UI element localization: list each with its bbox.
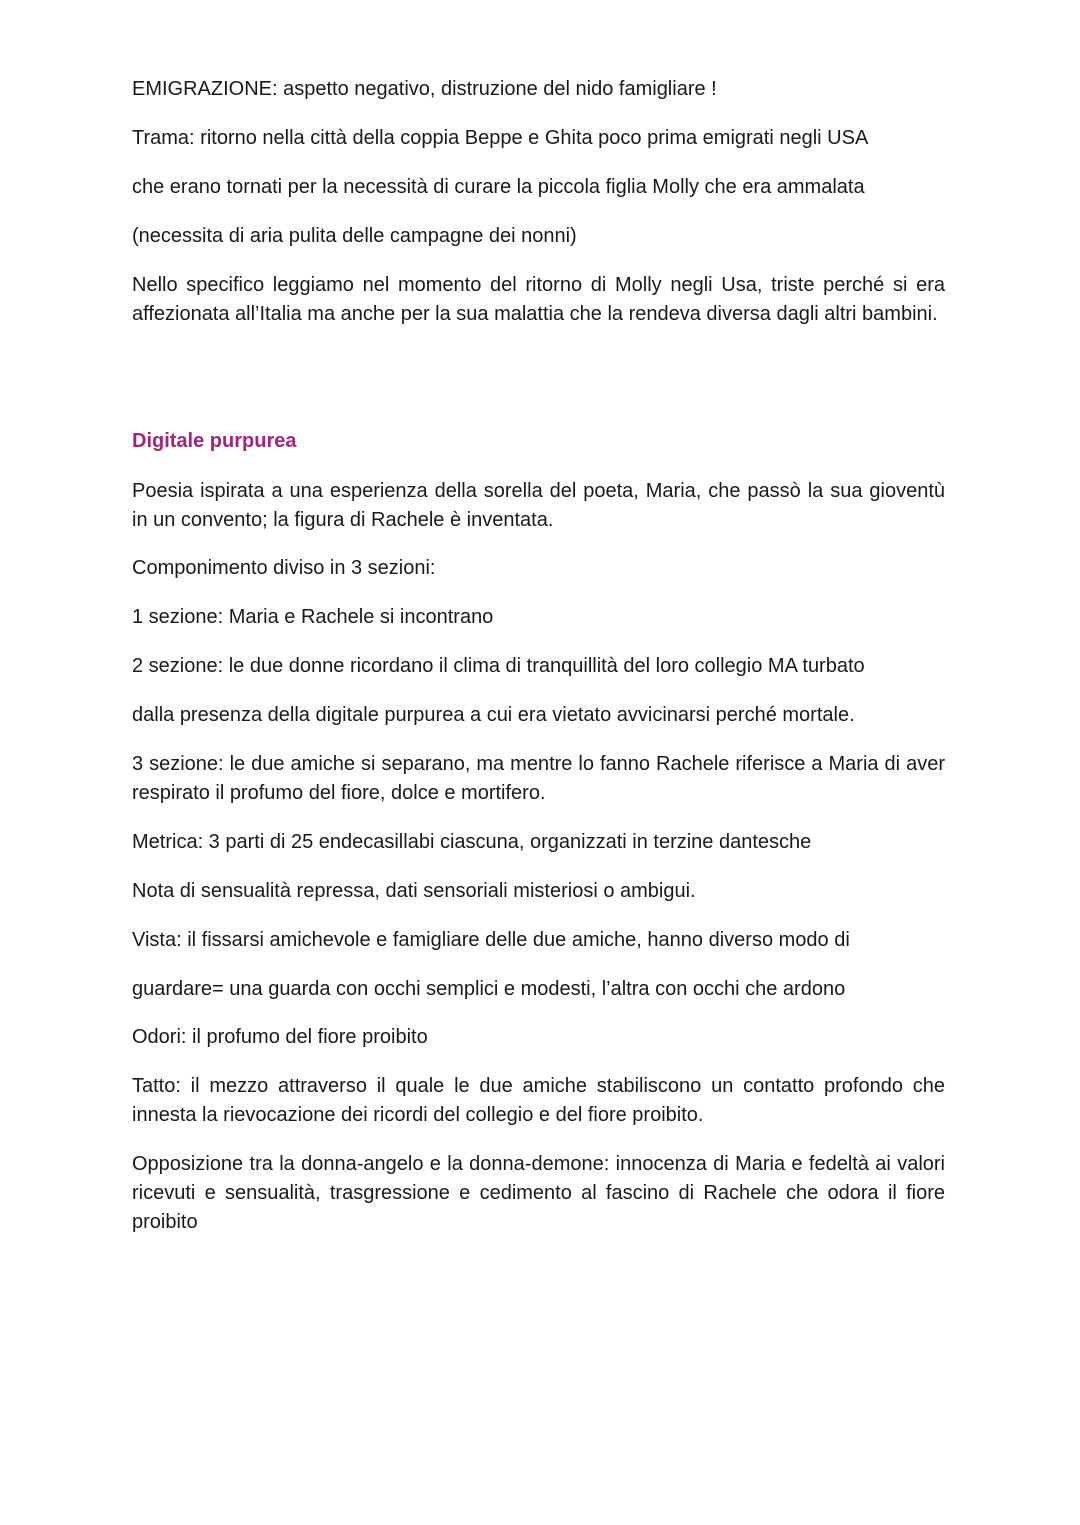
specifico-paragraph: Nello specifico leggiamo nel momento del ritorno di Molly negli Usa, triste perché si era affezionata all’Italia ma anche per la sua malattia che la rendeva diversa dagli altri bambini. <box>132 274 945 325</box>
intro-paragraph: Poesia ispirata a una esperienza della sorella del poeta, Maria, che passò la sua gioventù in un convento; la figura di Rachele è inventata. <box>132 480 945 531</box>
vista-line-2: guardare= una guarda con occhi semplici e modesti, l’altra con occhi che ardono <box>132 978 846 1000</box>
sezione-1-line: 1 sezione: Maria e Rachele si incontrano <box>132 606 494 628</box>
opposizione-paragraph: Opposizione tra la donna-angelo e la donna-demone: innocenza di Maria e fedeltà ai valori ricevuti e sensualità, trasgressione e cedimento al fascino di Rachele che odora il fiore proibito <box>132 1153 945 1233</box>
trama-line-2: che erano tornati per la necessità di curare la piccola figlia Molly che era ammalata <box>132 176 865 198</box>
componimento-line: Componimento diviso in 3 sezioni: <box>132 557 436 579</box>
sezione-3-paragraph: 3 sezione: le due amiche si separano, ma mentre lo fanno Rachele riferisce a Maria di aver respirato il profumo del fiore, dolce e mortifero. <box>132 753 945 804</box>
sezione-2-line-1: 2 sezione: le due donne ricordano il clima di tranquillità del loro collegio MA turbato <box>132 655 865 677</box>
emigrazione-line: EMIGRAZIONE: aspetto negativo, distruzione del nido famigliare ! <box>132 78 717 100</box>
trama-line-3: (necessita di aria pulita delle campagne dei nonni) <box>132 225 577 247</box>
section-heading: Digitale purpurea <box>132 430 297 452</box>
sezione-2-line-2: dalla presenza della digitale purpurea a cui era vietato avvicinarsi perché mortale. <box>132 704 855 726</box>
nota-line: Nota di sensualità repressa, dati sensoriali misteriosi o ambigui. <box>132 880 696 902</box>
metrica-line: Metrica: 3 parti di 25 endecasillabi ciascuna, organizzati in terzine dantesche <box>132 831 812 853</box>
trama-line-1: Trama: ritorno nella città della coppia Beppe e Ghita poco prima emigrati negli USA <box>132 127 869 149</box>
odori-line: Odori: il profumo del fiore proibito <box>132 1026 428 1048</box>
tatto-paragraph: Tatto: il mezzo attraverso il quale le due amiche stabiliscono un contatto profondo che innesta la rievocazione dei ricordi del collegio e del fiore proibito. <box>132 1075 945 1126</box>
vista-line-1: Vista: il fissarsi amichevole e famigliare delle due amiche, hanno diverso modo di <box>132 929 850 951</box>
